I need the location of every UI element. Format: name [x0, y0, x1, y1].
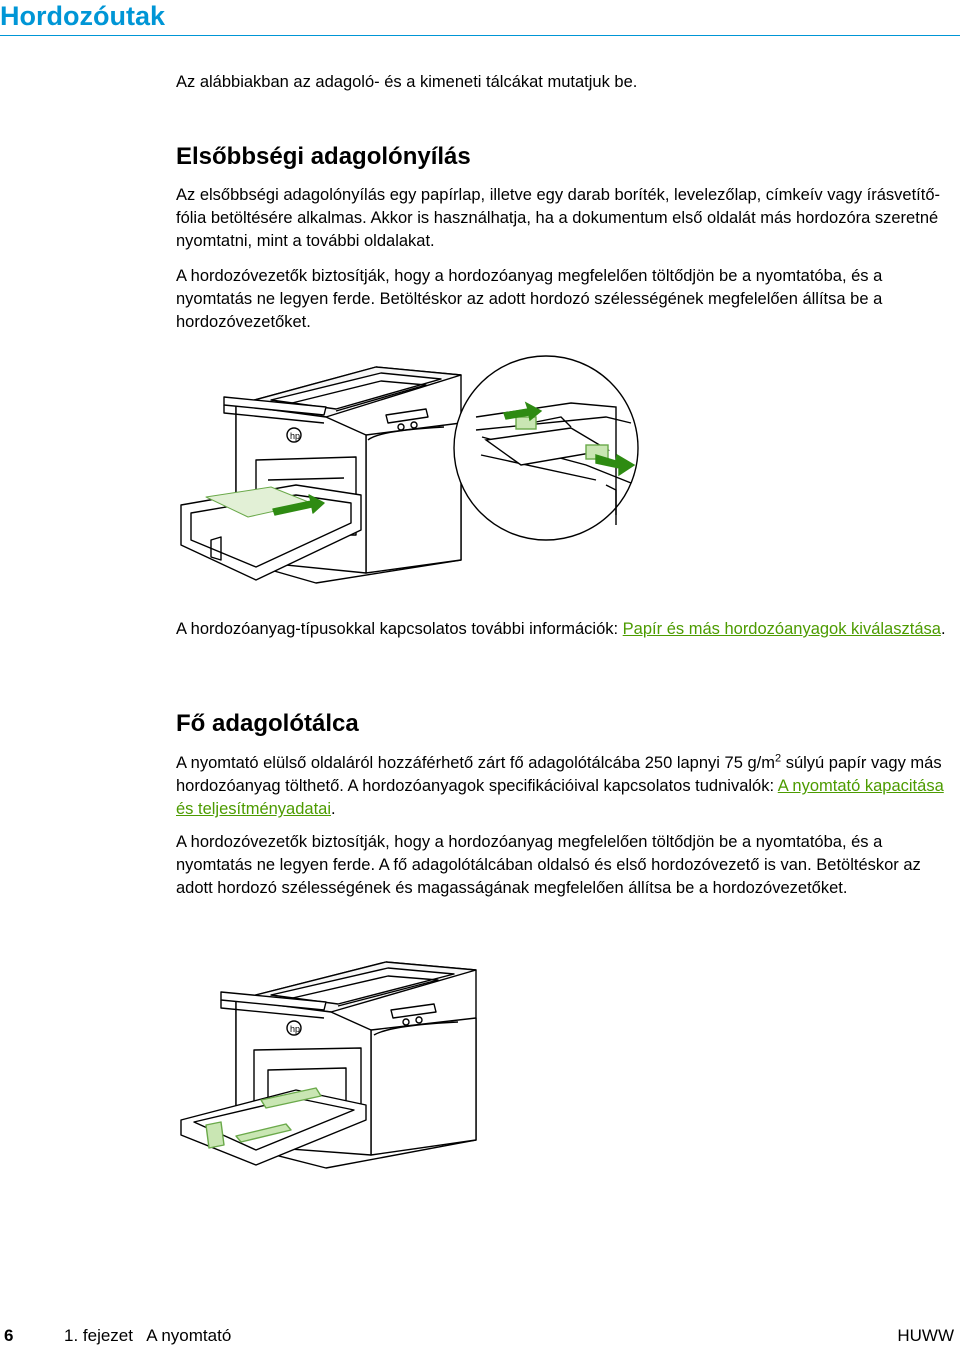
- more-info-text: A hordozóanyag-típusokkal kapcsolatos további információk:: [176, 620, 623, 638]
- svg-text:hp: hp: [290, 1024, 301, 1034]
- svg-text:hp: hp: [290, 431, 301, 441]
- printer-capacity-link[interactable]: A nyomtató kapacitása és teljesítményadatai: [176, 777, 944, 819]
- more-info-end: .: [940, 620, 946, 638]
- main-tray-paragraph-1: [176, 752, 956, 822]
- main-tray-paragraph-2: A hordozóvezetők biztosítják, hogy a hordozóanyag megfelelően töltődjön be a nyomtatóba, és a nyomtatás ne legyen ferde. A fő adagolótálcában oldalsó és első hordozóvezető is van. Betöltéskor az adott hordozó szélességének és magasságának megfelelően állítsa be a hordozóvezetőket.: [176, 833, 921, 898]
- priority-slot-printer-illustration: [176, 345, 656, 600]
- priority-slot-paragraph-2: A hordozóvezetők biztosítják, hogy a hordozóanyag megfelelően töltődjön be a nyomtatóba, és a nyomtatás ne legyen ferde. Betöltéskor az adott hordozó szélességének megfelelően állítsa be a hordozóvezetőket.: [176, 267, 883, 332]
- main-tray-printer-illustration: [176, 940, 516, 1180]
- priority-slot-paragraph-1: Az elsőbbségi adagolónyílás egy papírlap, illetve egy darab boríték, levelezőlap, címkeív vagy írásvetítő-fólia betöltésére alkalmas. Akkor is használhatja, ha a dokumentum első oldalát más hordozóra szeretné nyomtatni, mint a további oldalakat.: [176, 186, 941, 251]
- paper-selection-link[interactable]: Papír és más hordozóanyagok kiválasztása: [622, 620, 941, 638]
- page-title: Hordozóutak: [0, 1, 165, 31]
- main-tray-p1-b: súlyú papír vagy más hordozóanyag tölthető. A hordozóanyagok specifikációival kapcsolatos tudnivalók:: [176, 754, 942, 796]
- section-heading-main-tray: Fő adagolótálca: [176, 710, 359, 737]
- title-divider: [0, 35, 960, 36]
- page-number: 6: [4, 1326, 14, 1345]
- priority-slot-more-info: [176, 618, 956, 641]
- superscript-2: 2: [774, 752, 782, 765]
- main-tray-p1-a: A nyomtató elülső oldaláról hozzáférhető zárt fő adagolótálcába 250 lapnyi 75 g/m: [176, 754, 775, 772]
- main-tray-p1-end: .: [331, 800, 336, 819]
- brand-label: HUWW: [897, 1326, 954, 1345]
- intro-text: Az alábbiakban az adagoló- és a kimeneti tálcákat mutatjuk be.: [176, 73, 638, 91]
- chapter-label: 1. fejezet A nyomtató: [64, 1326, 232, 1345]
- section-heading-priority-slot: Elsőbbségi adagolónyílás: [176, 143, 471, 170]
